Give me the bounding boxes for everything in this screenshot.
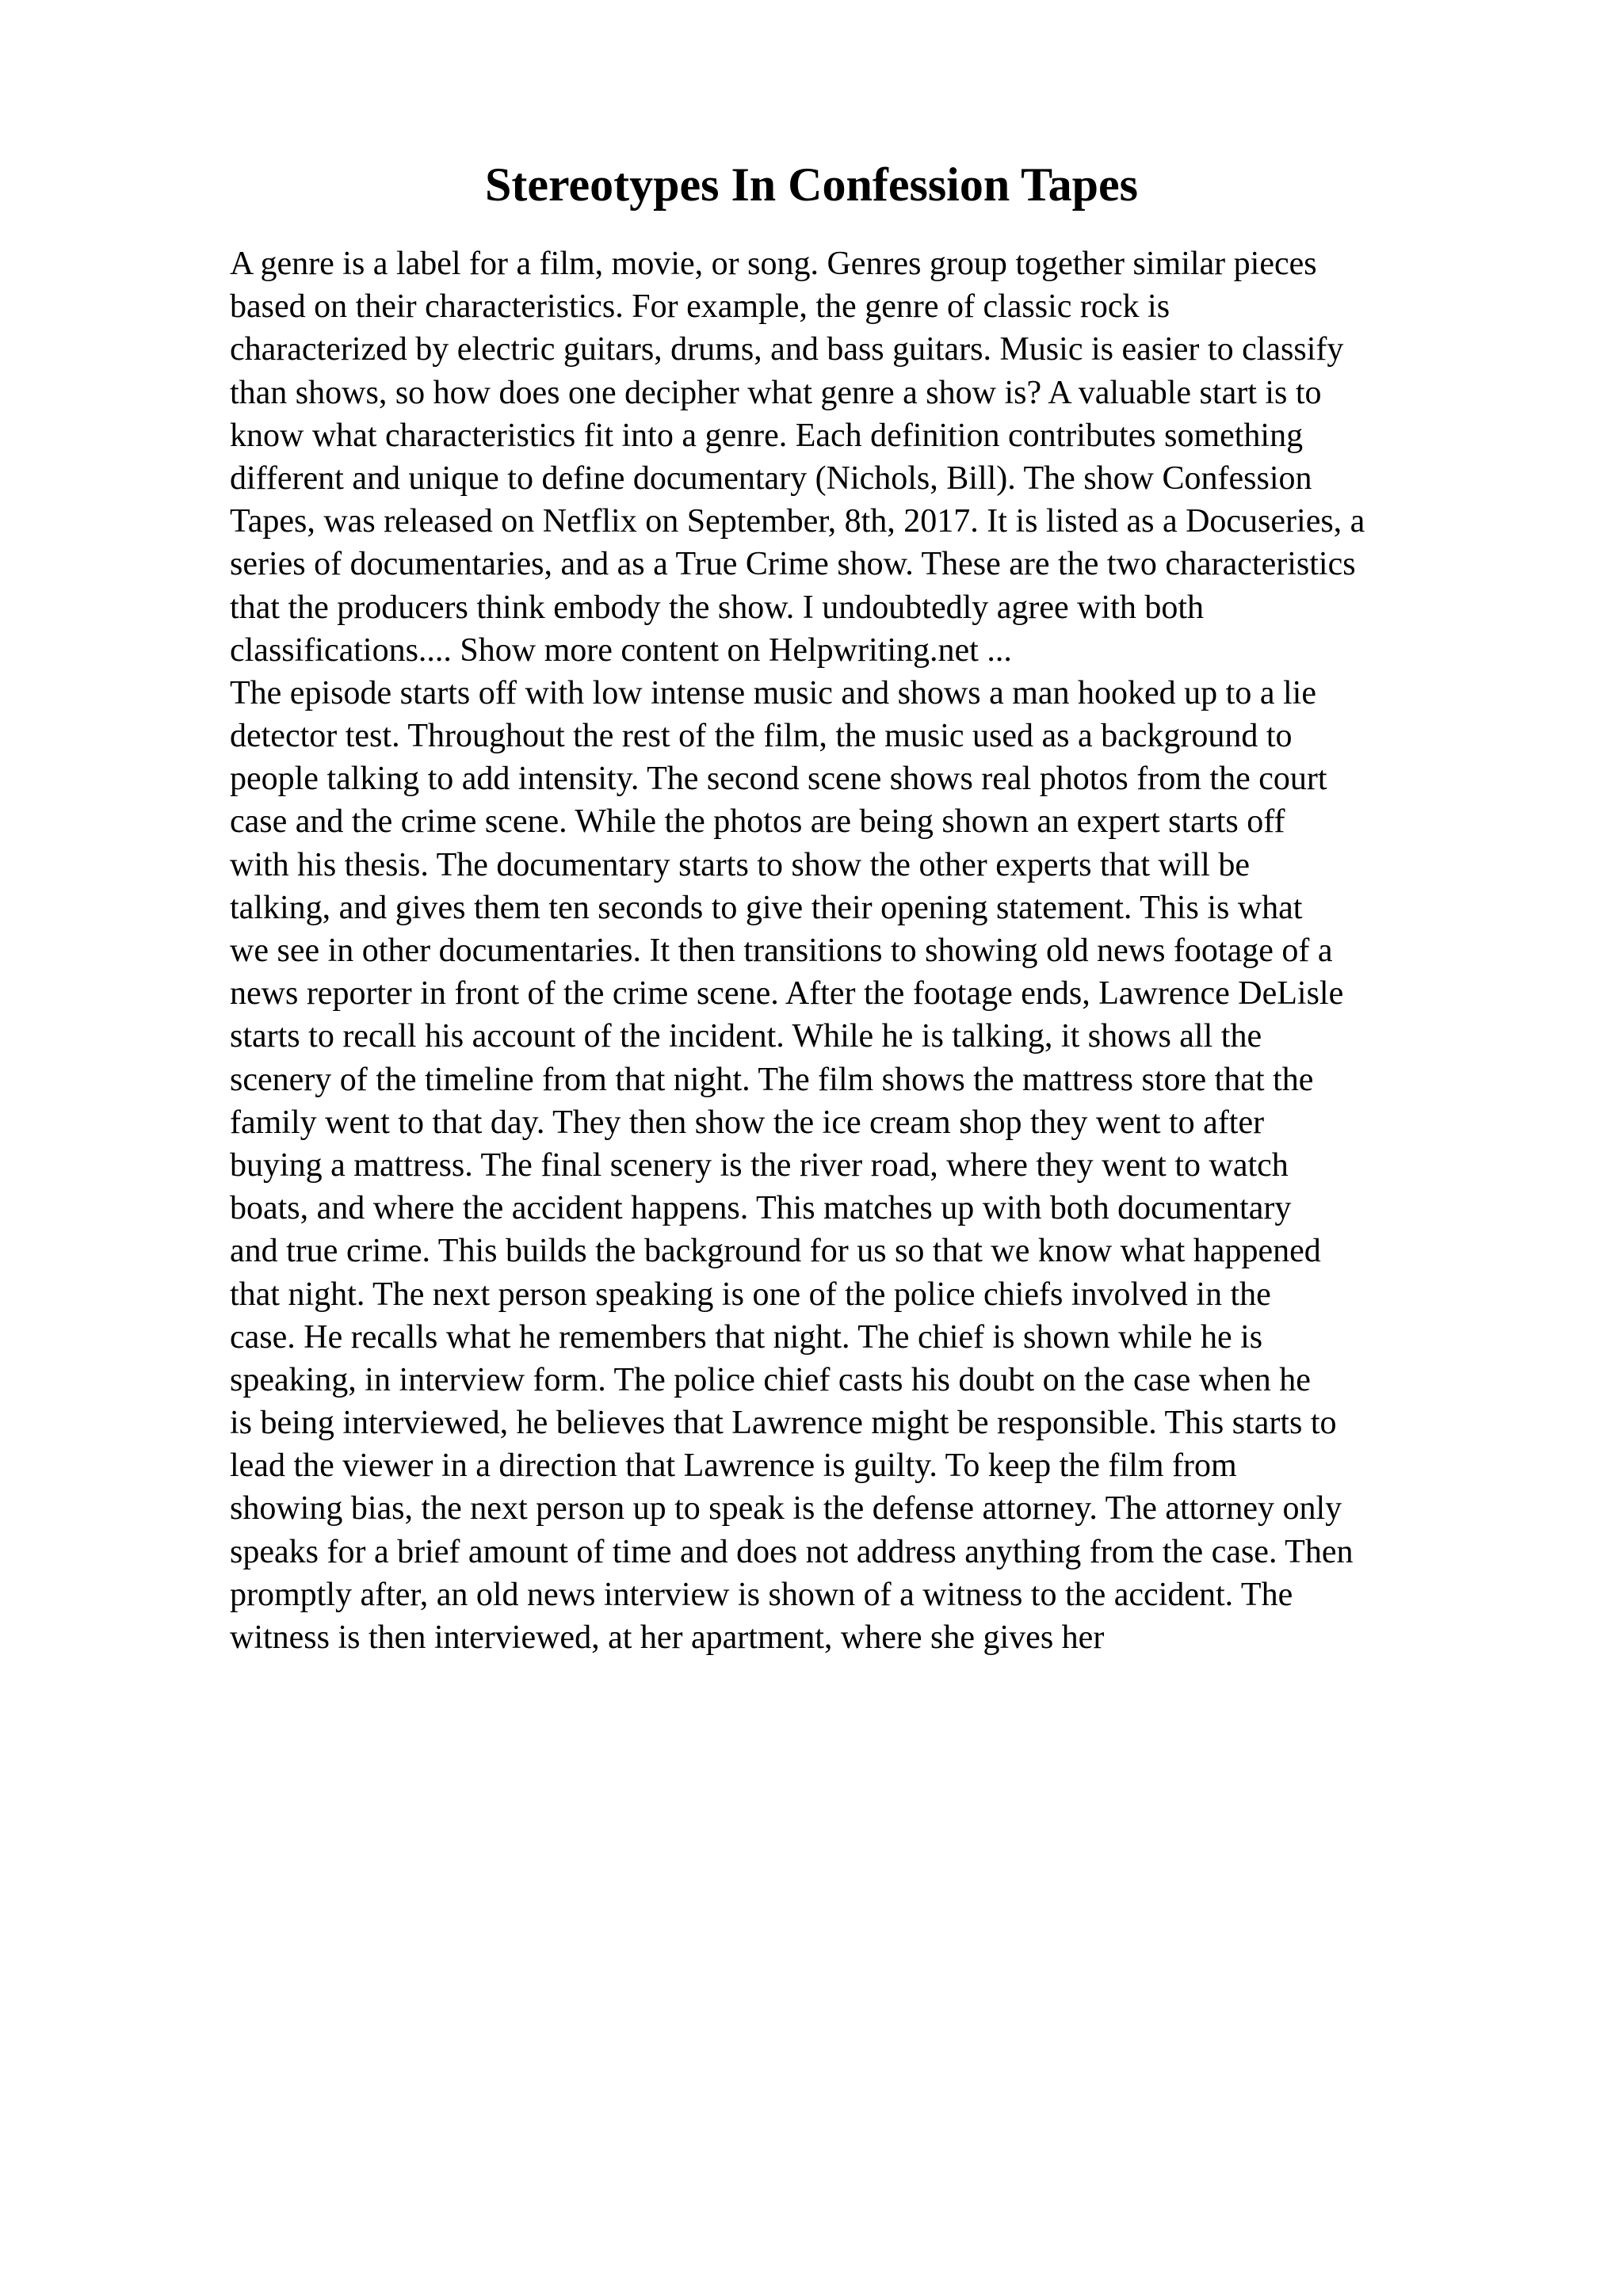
body-text-line: A genre is a label for a film, movie, or song. Genres group together similar pieces (230, 246, 1317, 282)
body-text-line: detector test. Throughout the rest of the film, the music used as a background to (230, 718, 1293, 755)
body-text-line: that night. The next person speaking is one of the police chiefs involved in the (230, 1276, 1271, 1313)
body-text-line: than shows, so how does one decipher what genre a show is? A valuable start is to (230, 374, 1322, 411)
body-text-line: boats, and where the accident happens. This matches up with both documentary (230, 1190, 1292, 1227)
body-text-line: is being interviewed, he believes that Lawrence might be responsible. This starts to (230, 1405, 1337, 1442)
body-text-line: people talking to add intensity. The second scene shows real photos from the court (230, 761, 1327, 798)
body-text-line: that the producers think embody the show. I undoubtedly agree with both (230, 589, 1205, 626)
body-text-line: case. He recalls what he remembers that night. The chief is shown while he is (230, 1318, 1263, 1356)
body-text-line: family went to that day. They then show the ice cream shop they went to after (230, 1104, 1265, 1141)
body-text-line: case and the crime scene. While the photos are being shown an expert starts off (230, 803, 1285, 841)
body-text-line: classifications.... Show more content on Helpwriting.net ... (230, 631, 1012, 669)
body-text-line: and true crime. This builds the background for us so that we know what happened (230, 1233, 1321, 1270)
body-text-line: know what characteristics fit into a genre. Each definition contributes something (230, 417, 1304, 454)
body-text-line: starts to recall his account of the incident. While he is talking, it shows all the (230, 1018, 1262, 1055)
body-text-line: The episode starts off with low intense music and shows a man hooked up to a lie (230, 674, 1316, 711)
body-text-line: speaks for a brief amount of time and does not address anything from the case. Then (230, 1533, 1354, 1570)
body-text-line: based on their characteristics. For example, the genre of classic rock is (230, 288, 1170, 326)
body-text-line: news reporter in front of the crime scene. After the footage ends, Lawrence DeLisle (230, 975, 1344, 1013)
body-text-line: showing bias, the next person up to speak is the defense attorney. The attorney only (230, 1490, 1342, 1527)
body-text-line: we see in other documentaries. It then transitions to showing old news footage of a (230, 933, 1333, 969)
body-text-line: lead the viewer in a direction that Lawrence is guilty. To keep the film from (230, 1447, 1237, 1485)
body-text-line: buying a mattress. The final scenery is the river road, where they went to watch (230, 1146, 1289, 1184)
body-text-line: scenery of the timeline from that night. The film shows the mattress store that the (230, 1061, 1314, 1098)
body-text-line: talking, and gives them ten seconds to give their opening statement. This is what (230, 889, 1303, 926)
body-text-line: witness is then interviewed, at her apartment, where she gives her (230, 1619, 1105, 1656)
body-text-line: with his thesis. The documentary starts to show the other experts that will be (230, 846, 1250, 883)
document-title: Stereotypes In Confession Tapes (484, 158, 1139, 211)
body-text-line: promptly after, an old news interview is shown of a witness to the accident. The (230, 1576, 1293, 1613)
body-text-line: series of documentaries, and as a True Crime show. These are the two characteristics (230, 546, 1356, 583)
document-body (230, 242, 1577, 1659)
body-text-line: Tapes, was released on Netflix on September, 8th, 2017. It is listed as a Docuseries, a (230, 503, 1365, 540)
body-text-line: characterized by electric guitars, drums, and bass guitars. Music is easier to classify (230, 331, 1344, 368)
body-text-line: different and unique to define documentary (Nichols, Bill). The show Confession (230, 460, 1312, 497)
body-text-line: speaking, in interview form. The police chief casts his doubt on the case when he (230, 1361, 1311, 1398)
